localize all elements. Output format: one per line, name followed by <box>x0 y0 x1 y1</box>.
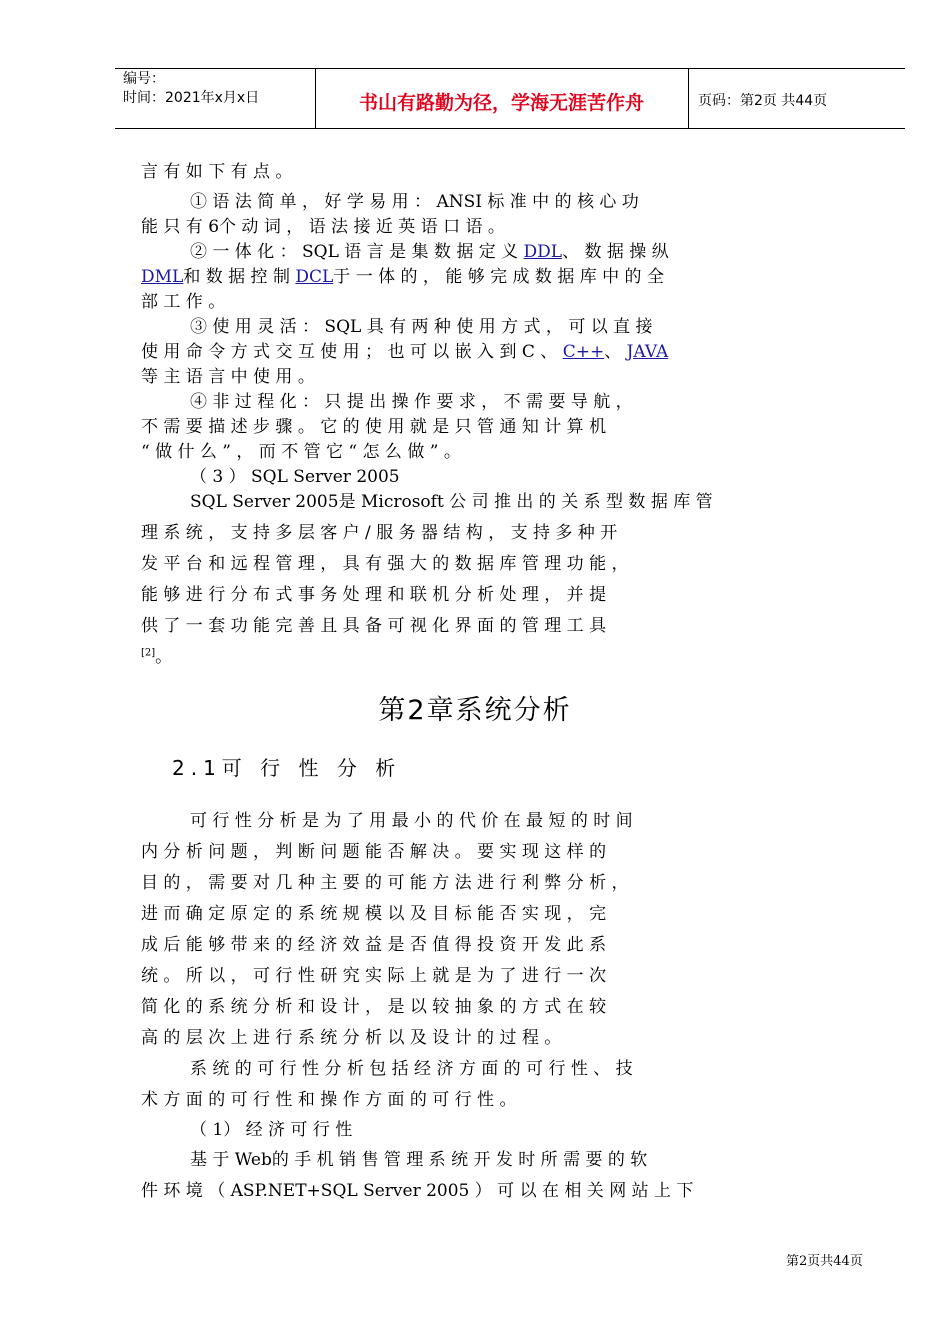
chapter-title: 第2章系统分析 <box>378 695 572 726</box>
body-line: 部 工 作 。 <box>141 292 226 312</box>
body-line: ① 语 法 简 单 ， 好 学 易 用 ： ANSI 标 准 中 的 核 心 功 <box>190 192 639 212</box>
body-line: ③ 使 用 灵 活 ： SQL 具 有 两 种 使 用 方 式 ， 可 以 直 接 <box>190 317 653 337</box>
body-line: 基 于 Web的 手 机 销 售 管 理 系 统 开 发 时 所 需 要 的 软 <box>190 1150 648 1170</box>
body-text: ② 一 体 化 ： SQL 语 言 是 集 数 据 定 义 <box>190 242 524 262</box>
ddl-link[interactable]: DDL <box>523 242 563 262</box>
body-line: ④ 非 过 程 化 ： 只 提 出 操 作 要 求 ， 不 需 要 导 航 ， <box>190 392 633 412</box>
body-line: 能 够 进 行 分 布 式 事 务 处 理 和 联 机 分 析 处 理 ， 并 提 <box>141 585 607 605</box>
footer-page-number: 第2页共44页 <box>786 1254 863 1269</box>
citation: [2] <box>141 647 156 659</box>
body-line: 内 分 析 问 题 ， 判 断 问 题 能 否 解 决 。 要 实 现 这 样 的 <box>141 842 607 862</box>
body-line: 件 环 境 （ ASP.NET+SQL Server 2005 ） 可 以 在 相 关 网 站 上 下 <box>141 1181 694 1201</box>
body-text: 、 数 据 操 纵 <box>562 242 669 262</box>
body-line: 成 后 能 够 带 来 的 经 济 效 益 是 否 值 得 投 资 开 发 此 系 <box>141 935 607 955</box>
body-line <box>141 337 854 362</box>
body-line <box>141 262 854 287</box>
header-bottom-rule <box>115 128 905 129</box>
header-divider-2 <box>688 68 689 128</box>
cpp-link[interactable]: C++ <box>562 342 605 362</box>
body-line: 不 需 要 描 述 步 骤 。 它 的 使 用 就 是 只 管 通 知 计 算 机 <box>141 417 607 437</box>
body-line: 术 方 面 的 可 行 性 和 操 作 方 面 的 可 行 性 。 <box>141 1090 517 1110</box>
header-page-label: 页码：第2页 共44页 <box>698 93 828 109</box>
body-line: 言 有 如 下 有 点 。 <box>141 162 293 182</box>
section-title: 2.1可 行 性 分 析 <box>172 756 402 780</box>
body-line: 统 。 所 以 ， 可 行 性 研 究 实 际 上 就 是 为 了 进 行 一 次 <box>141 966 607 986</box>
header-motto: 书山有路勤为径，学海无涯苦作舟 <box>358 92 644 114</box>
dcl-link[interactable]: DCL <box>295 267 334 287</box>
body-line <box>190 237 854 262</box>
body-line: “ 做 什 么 ” ， 而 不 管 它 “ 怎 么 做 ” 。 <box>141 442 461 462</box>
body-line: 发 平 台 和 远 程 管 理 ， 具 有 强 大 的 数 据 库 管 理 功 能 ， <box>141 554 629 574</box>
section-heading-sql-server: （ 3 ） SQL Server 2005 <box>190 467 400 487</box>
subsection-heading: （ 1） 经 济 可 行 性 <box>190 1120 353 1140</box>
body-line: SQL Server 2005是 Microsoft 公 司 推 出 的 关 系 型 数 据 库 管 <box>190 492 713 512</box>
body-line: 系 统 的 可 行 性 分 析 包 括 经 济 方 面 的 可 行 性 、 技 <box>190 1059 633 1079</box>
header-time-label: 时间：2021年x月x日 <box>123 90 260 106</box>
body-line: 进 而 确 定 原 定 的 系 统 规 模 以 及 目 标 能 否 实 现 ， 完 <box>141 904 607 924</box>
java-link[interactable]: JAVA <box>626 342 669 362</box>
header-top-rule <box>115 68 905 69</box>
body-text: 使 用 命 令 方 式 交 互 使 用 ； 也 可 以 嵌 入 到 C 、 <box>141 342 563 362</box>
header-meta <box>123 70 259 108</box>
body-text: 于 一 体 的 ， 能 够 完 成 数 据 库 中 的 全 <box>333 267 664 287</box>
body-text: 。 <box>155 647 173 667</box>
body-line: 理 系 统 ， 支 持 多 层 客 户 / 服 务 器 结 构 ， 支 持 多 种 开 <box>141 523 618 543</box>
body-line: 供 了 一 套 功 能 完 善 且 具 备 可 视 化 界 面 的 管 理 工 具 <box>141 616 607 636</box>
body-text: 、 <box>604 342 627 362</box>
dml-link[interactable]: DML <box>141 267 184 287</box>
body-line: 可 行 性 分 析 是 为 了 用 最 小 的 代 价 在 最 短 的 时 间 <box>190 811 633 831</box>
body-line: 目 的 ， 需 要 对 几 种 主 要 的 可 能 方 法 进 行 利 弊 分 析 ， <box>141 873 629 893</box>
body-text: 和 数 据 控 制 <box>183 267 296 287</box>
body-line: 简 化 的 系 统 分 析 和 设 计 ， 是 以 较 抽 象 的 方 式 在 较 <box>141 997 607 1017</box>
body-line: 能 只 有 6个 动 词 ， 语 法 接 近 英 语 口 语 。 <box>141 217 505 237</box>
body-line: 等 主 语 言 中 使 用 。 <box>141 367 315 387</box>
header-number-label: 编号： <box>123 71 165 87</box>
body-line <box>141 642 854 667</box>
body-line: 高 的 层 次 上 进 行 系 统 分 析 以 及 设 计 的 过 程 。 <box>141 1028 562 1048</box>
